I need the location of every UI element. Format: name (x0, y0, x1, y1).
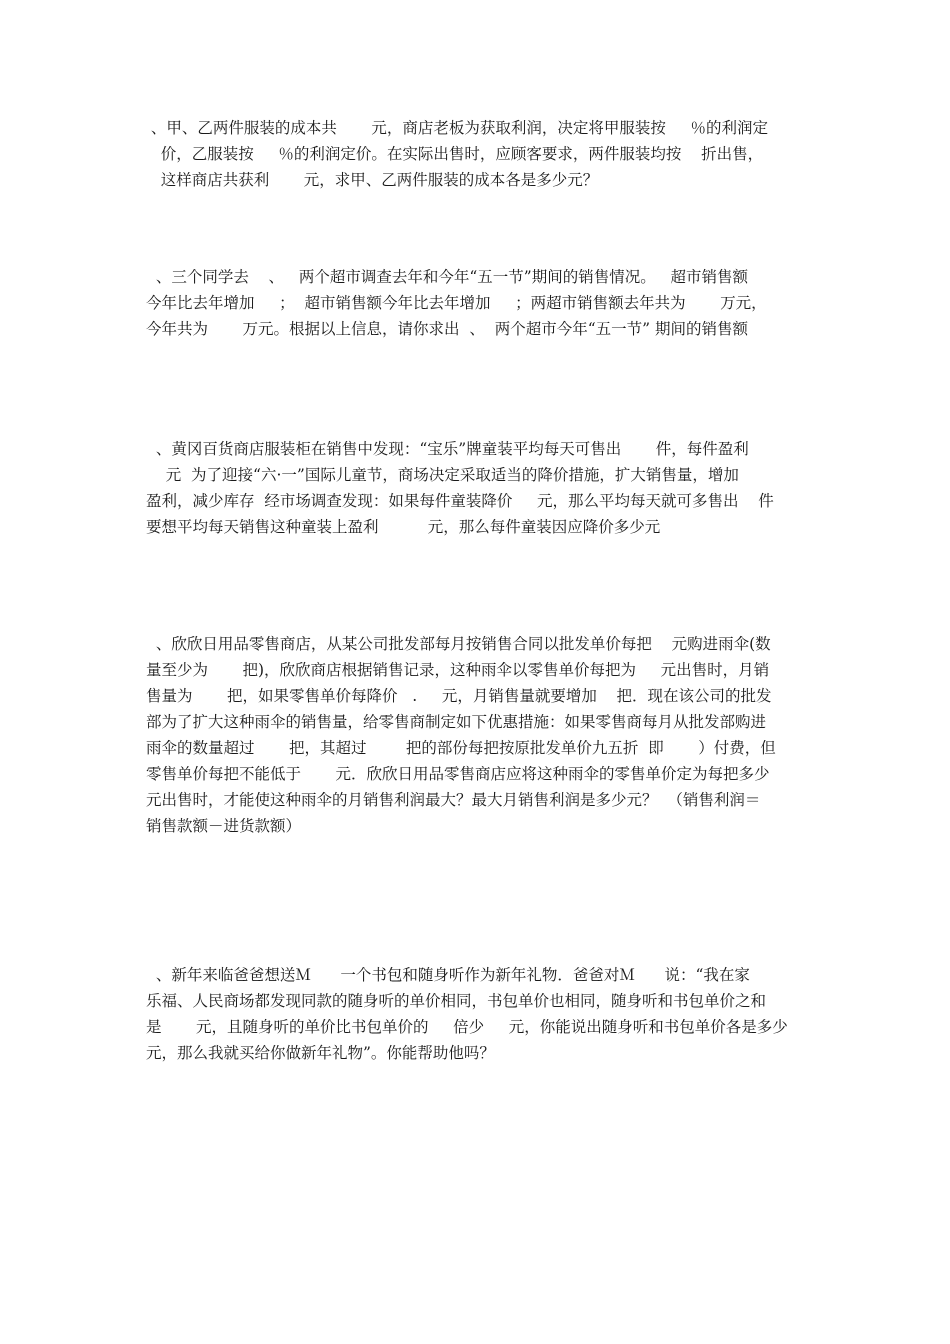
problem-3-line-4: 要想平均每天销售这种童装上盈利 元，那么每件童装因应降价多少元 (146, 518, 661, 536)
problem-1-line-3: 这样商店共获利 元，求甲、乙两件服装的成本各是多少元？ (146, 171, 599, 189)
problem-5-line-2: 乐福、人民商场都发现同款的随身听的单价相同，书包单价也相同，随身听和书包单价之和 (146, 992, 767, 1010)
problem-4-line-5: 雨伞的数量超过 把，其超过 把的部份每把按原批发单价九五折 即 ）付费，但 (146, 739, 776, 757)
problem-1 (146, 115, 816, 193)
problem-2 (146, 264, 816, 342)
problem-3 (146, 436, 816, 540)
problem-3-line-1: 、黄冈百货商店服装柜在销售中发现：“宝乐”牌童装平均每天可售出 件，每件盈利 (146, 440, 749, 458)
problem-4-line-8: 销售款额－进货款额） (146, 817, 302, 835)
problem-1-line-2: 价，乙服装按 ％的利润定价。在实际出售时，应顾客要求，两件服装均按 折出售， (146, 145, 764, 163)
problem-2-line-1: 、三个同学去 、 两个超市调查去年和今年“五一节”期间的销售情况。 超市销售额 (146, 268, 748, 286)
problem-1-line-1: 、甲、乙两件服装的成本共 元，商店老板为获取利润，决定将甲服装按 ％的利润定 (146, 119, 769, 137)
problem-5 (146, 962, 816, 1066)
problem-5-line-1: 、新年来临爸爸想送Ｍ 一个书包和随身听作为新年礼物．爸爸对Ｍ 说：“我在家 (146, 966, 750, 984)
problem-5-line-3: 是 元，且随身听的单价比书包单价的 倍少 元，你能说出随身听和书包单价各是多少 (146, 1018, 788, 1036)
problem-2-line-2: 今年比去年增加 ； 超市销售额今年比去年增加 ；两超市销售额去年共为 万元， (146, 294, 767, 312)
problem-4 (146, 631, 816, 839)
problem-4-line-1: 、欣欣日用品零售商店，从某公司批发部每月按销售合同以批发单价每把 元购进雨伞(数 (146, 635, 771, 653)
problem-2-line-3: 今年共为 万元。根据以上信息，请你求出 、 两个超市今年“五一节” 期间的销售额 (146, 320, 748, 338)
problem-3-line-2: 元 为了迎接“六·一”国际儿童节，商场决定采取适当的降价措施，扩大销售量，增加 (146, 466, 739, 484)
problem-4-line-3: 售量为 把，如果零售单价每降价 . 元，月销售量就要增加 把．现在该公司的批发 (146, 687, 772, 705)
problem-3-line-3: 盈利，减少库存 经市场调查发现：如果每件童装降价 元，那么平均每天就可多售出 件 (146, 492, 774, 510)
problem-4-line-7: 元出售时，才能使这种雨伞的月销售利润最大？最大月销售利润是多少元？ （销售利润＝ (146, 791, 761, 809)
problem-4-line-2: 量至少为 把)，欣欣商店根据销售记录，这种雨伞以零售单价每把为 元出售时，月销 (146, 661, 770, 679)
problem-4-line-6: 零售单价每把不能低于 元．欣欣日用品零售商店应将这种雨伞的零售单价定为每把多少 (146, 765, 770, 783)
problem-4-line-4: 部为了扩大这种雨伞的销售量，给零售商制定如下优惠措施：如果零售商每月从批发部购进 (146, 713, 767, 731)
problem-5-line-4: 元，那么我就买给你做新年礼物”。你能帮助他吗？ (146, 1044, 495, 1062)
